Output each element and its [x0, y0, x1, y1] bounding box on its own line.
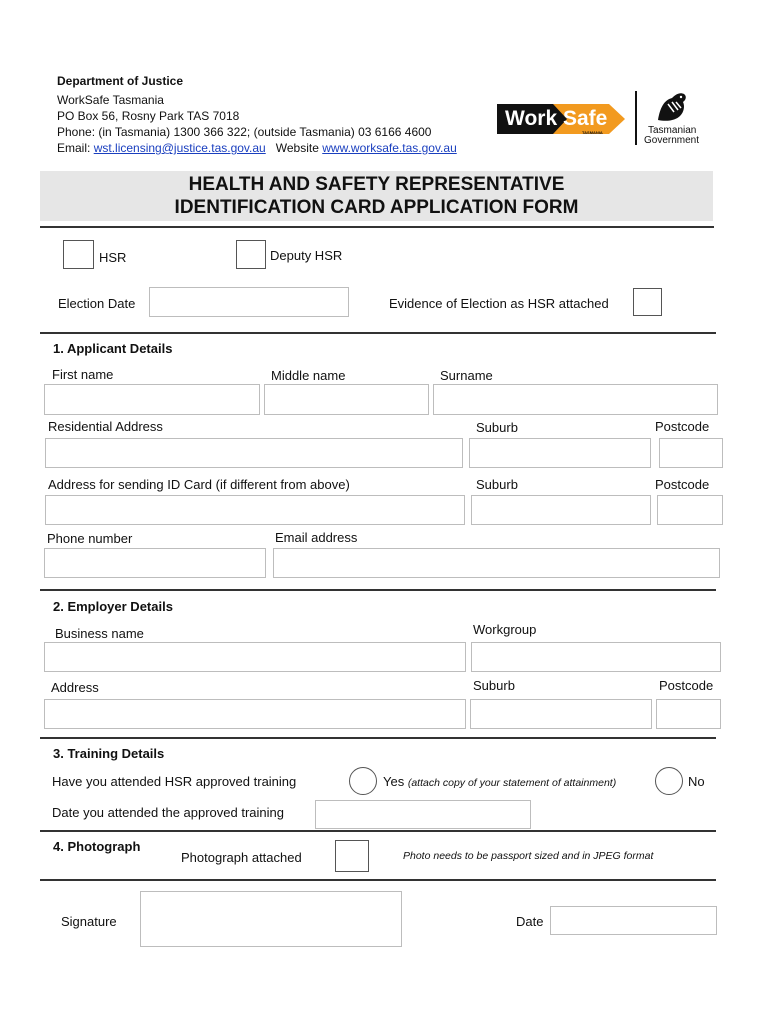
business-name-label: Business name — [55, 626, 144, 641]
hsr-label: HSR — [99, 250, 127, 265]
employer-suburb-label: Suburb — [473, 678, 515, 693]
logo-divider — [635, 91, 637, 145]
photograph-note: Photo needs to be passport sized and in JPEG format — [403, 850, 654, 862]
training-date-field[interactable] — [315, 800, 531, 829]
residential-postcode-field[interactable] — [659, 438, 723, 468]
worksafe-logo-sub: TASMANIA — [582, 130, 603, 135]
contact-line — [57, 141, 457, 155]
training-yes-label — [383, 774, 616, 789]
sending-postcode-label: Postcode — [655, 477, 710, 492]
tasmanian-tiger-icon — [654, 90, 690, 124]
evidence-label: Evidence of Election as HSR attached — [389, 296, 609, 311]
sending-address-label: Address for sending ID Card (if different from above) — [48, 477, 350, 492]
photograph-heading: 4. Photograph — [53, 839, 141, 854]
tas-gov-line2: Government — [644, 135, 700, 146]
training-question: Have you attended HSR approved training — [52, 774, 297, 789]
phone-line: Phone: (in Tasmania) 1300 366 322; (outside Tasmania) 03 6166 4600 — [57, 125, 432, 139]
employer-suburb-field[interactable] — [470, 699, 652, 729]
sign-date-label: Date — [516, 914, 544, 929]
employer-postcode-field[interactable] — [656, 699, 721, 729]
sending-suburb-field[interactable] — [471, 495, 651, 525]
middle-name-field[interactable] — [264, 384, 429, 415]
divider-5 — [40, 879, 716, 881]
residential-postcode-label: Postcode — [655, 419, 710, 434]
residential-suburb-field[interactable] — [469, 438, 651, 468]
residential-address-label: Residential Address — [48, 419, 163, 434]
sending-suburb-label: Suburb — [476, 477, 518, 492]
hsr-checkbox[interactable] — [63, 240, 94, 269]
sending-address-field[interactable] — [45, 495, 465, 525]
worksafe-logo-work: Work — [505, 107, 558, 130]
employer-heading: 2. Employer Details — [53, 599, 173, 614]
middle-name-label: Middle name — [271, 368, 346, 383]
tas-gov-logo — [642, 88, 707, 148]
election-date-label: Election Date — [58, 296, 136, 311]
phone-label: Phone number — [47, 531, 133, 546]
surname-field[interactable] — [433, 384, 718, 415]
residential-address-field[interactable] — [45, 438, 463, 468]
po-box: PO Box 56, Rosny Park TAS 7018 — [57, 109, 240, 123]
website-label: Website — [275, 141, 319, 155]
employer-postcode-label: Postcode — [659, 678, 714, 693]
employer-address-label: Address — [51, 680, 99, 695]
residential-suburb-label: Suburb — [476, 420, 518, 435]
evidence-checkbox[interactable] — [633, 288, 662, 316]
signature-label: Signature — [61, 914, 117, 929]
sign-date-field[interactable] — [550, 906, 717, 935]
email-link[interactable]: wst.licensing@justice.tas.gov.au — [93, 141, 266, 155]
training-yes-radio[interactable] — [349, 767, 377, 795]
tas-gov-line1: Tasmanian — [648, 125, 697, 136]
business-name-field[interactable] — [44, 642, 466, 672]
department-name: Department of Justice — [57, 74, 184, 88]
first-name-field[interactable] — [44, 384, 260, 415]
email-label: Email: — [57, 141, 91, 155]
divider-3 — [40, 737, 716, 739]
workgroup-label: Workgroup — [473, 622, 537, 637]
election-date-field[interactable] — [149, 287, 349, 317]
surname-label: Surname — [440, 368, 493, 383]
org-name: WorkSafe Tasmania — [57, 93, 164, 107]
photograph-checkbox[interactable] — [335, 840, 369, 872]
training-heading: 3. Training Details — [53, 746, 165, 761]
page-title-line2: IDENTIFICATION CARD APPLICATION FORM — [174, 197, 579, 218]
training-no-label: No — [688, 774, 705, 789]
training-yes-text: Yes — [383, 774, 405, 789]
website-link[interactable]: www.worksafe.tas.gov.au — [322, 141, 457, 155]
divider-1 — [40, 332, 716, 334]
deputy-hsr-label: Deputy HSR — [270, 248, 343, 263]
divider-4 — [40, 830, 716, 832]
title-underline — [40, 226, 714, 228]
training-yes-note: (attach copy of your statement of attainment) — [407, 777, 617, 789]
training-no-radio[interactable] — [655, 767, 683, 795]
photograph-attached-label: Photograph attached — [181, 850, 302, 865]
deputy-hsr-checkbox[interactable] — [236, 240, 266, 269]
worksafe-logo — [497, 100, 627, 142]
email-address-label: Email address — [275, 530, 358, 545]
first-name-label: First name — [52, 367, 114, 382]
divider-2 — [40, 589, 716, 591]
applicant-heading: 1. Applicant Details — [53, 341, 173, 356]
signature-field[interactable] — [140, 891, 402, 947]
page-title-line1: HEALTH AND SAFETY REPRESENTATIVE — [188, 174, 565, 195]
worksafe-logo-safe: Safe — [563, 107, 608, 130]
phone-field[interactable] — [44, 548, 266, 578]
email-field[interactable] — [273, 548, 720, 578]
sending-postcode-field[interactable] — [657, 495, 723, 525]
training-date-label: Date you attended the approved training — [52, 805, 285, 820]
workgroup-field[interactable] — [471, 642, 721, 672]
employer-address-field[interactable] — [44, 699, 466, 729]
